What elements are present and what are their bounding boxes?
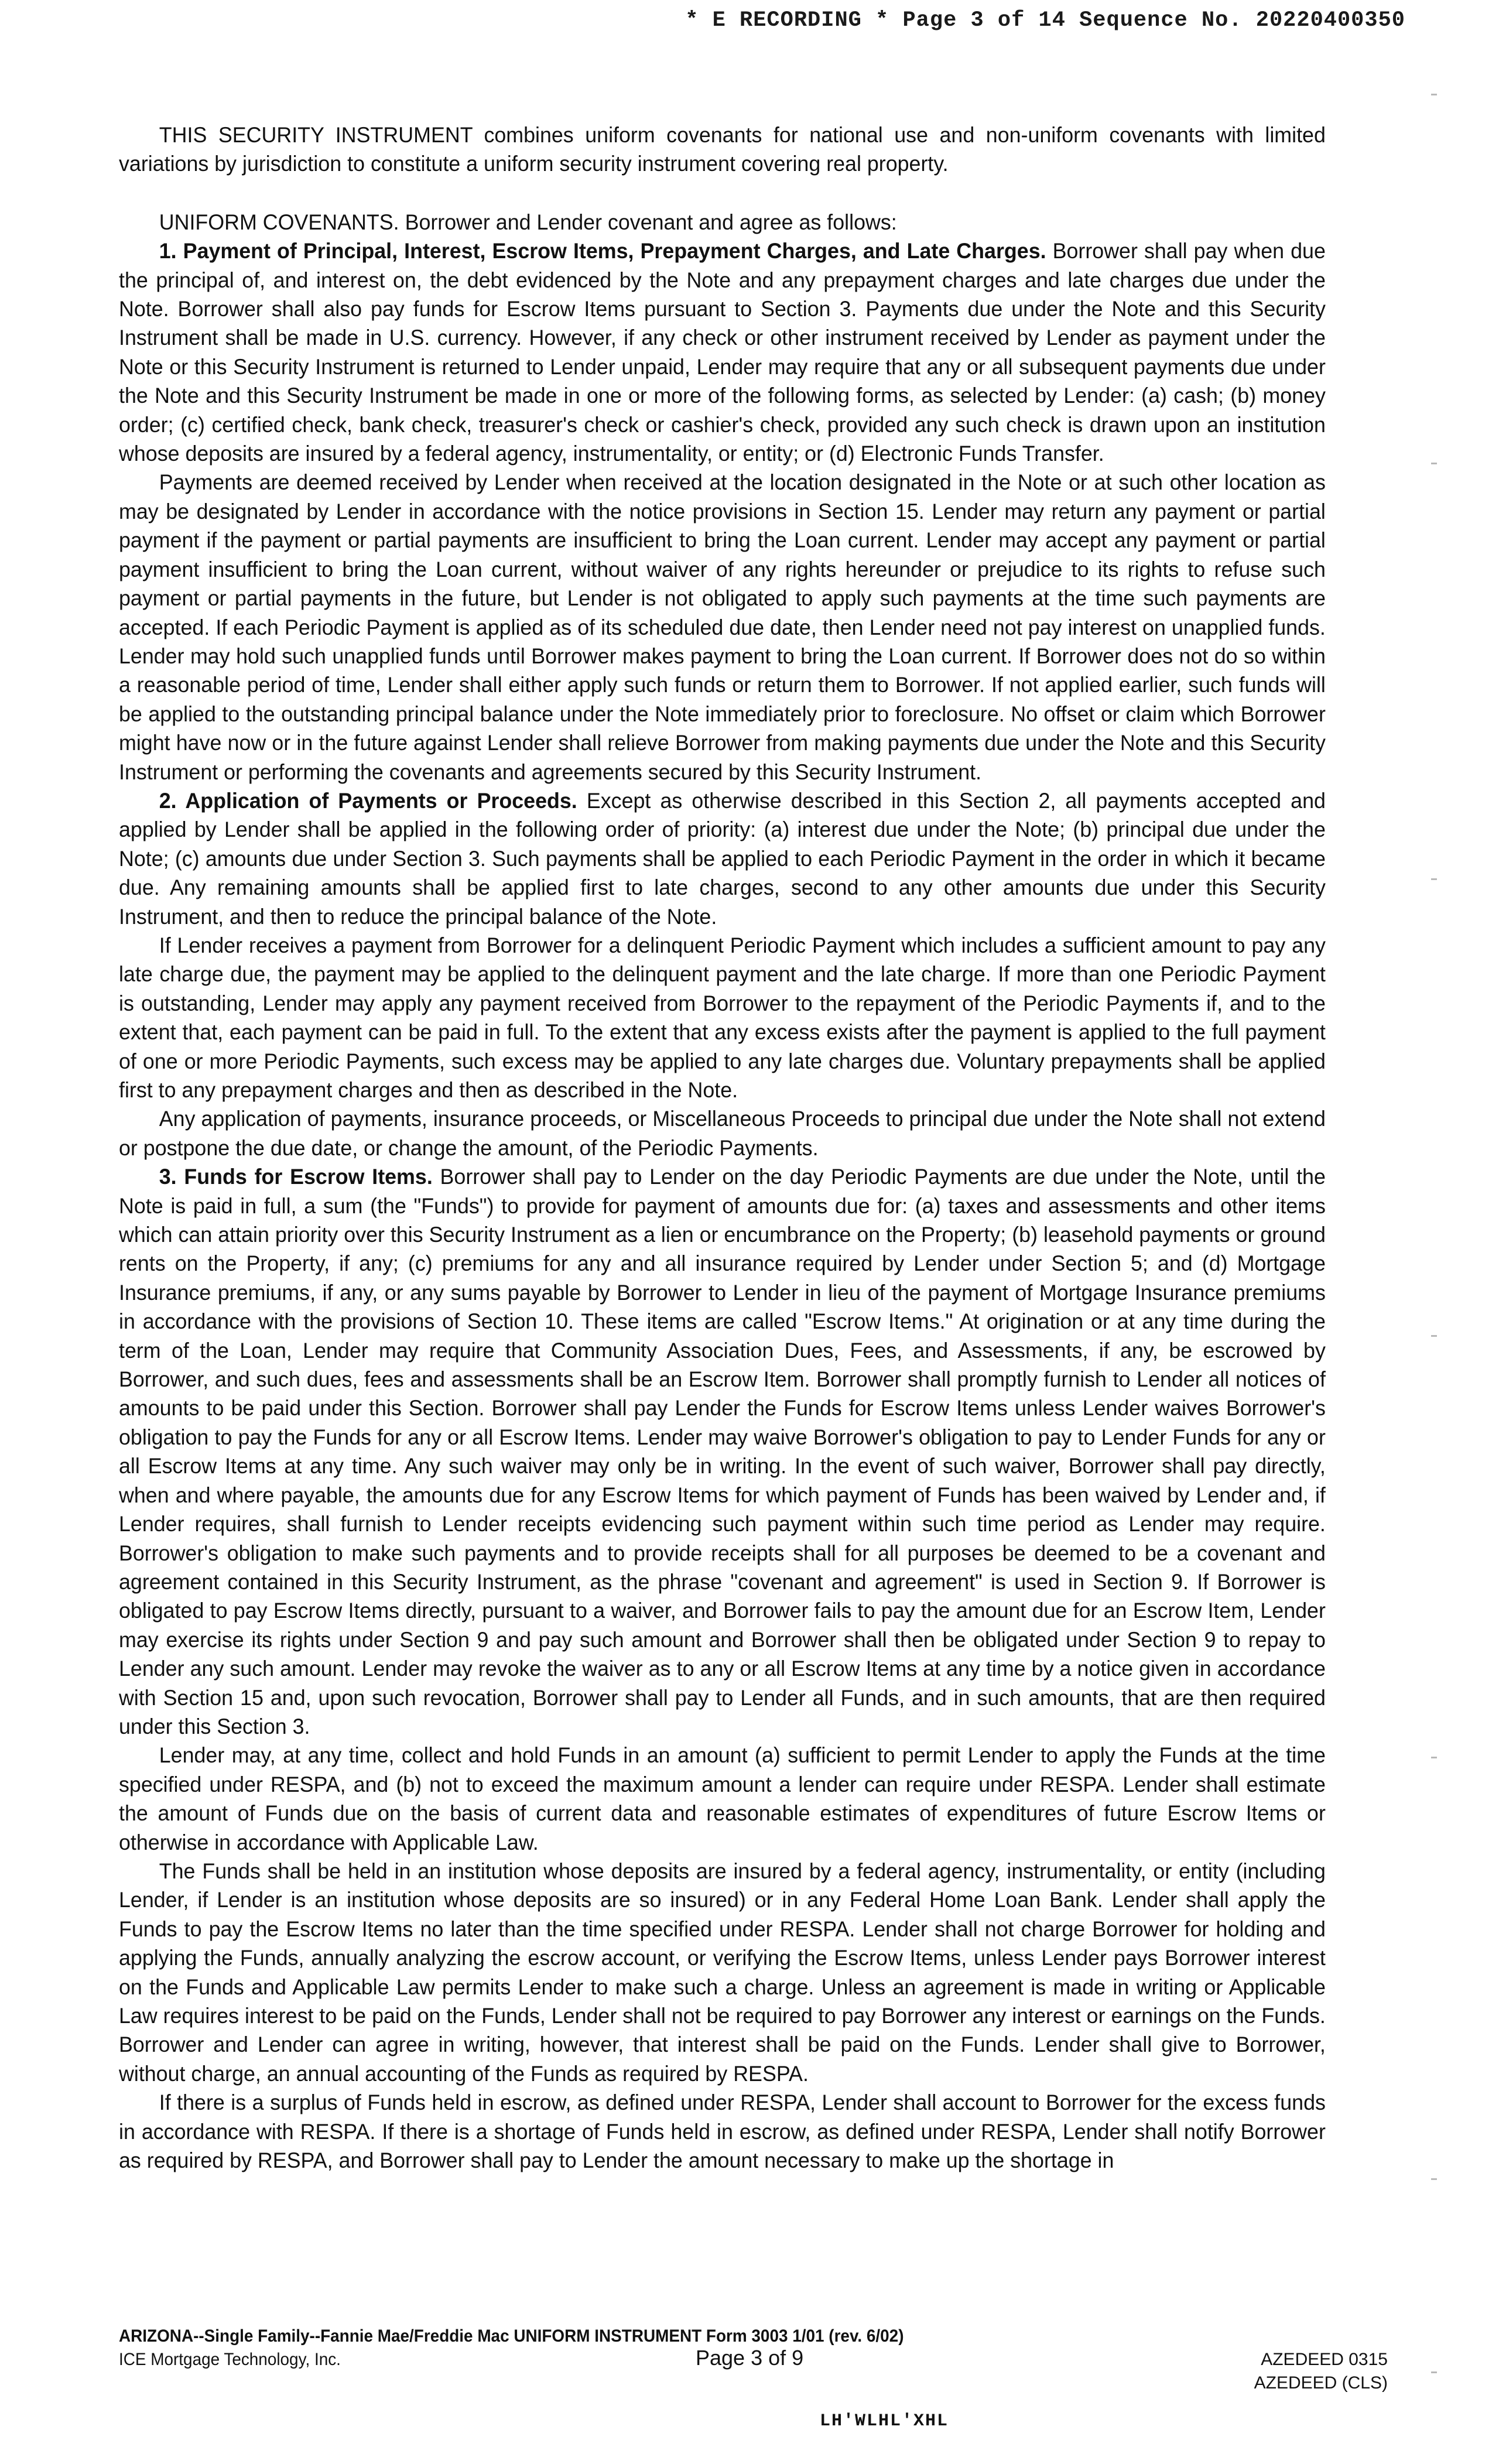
margin-tick-mark <box>1431 1335 1437 1337</box>
barcode-text: LH'WLHL'XHL <box>820 2411 949 2431</box>
section-2-heading: 2. Application of Payments or Proceeds. <box>159 788 577 813</box>
section-1-paragraph <box>119 237 1326 468</box>
section-2-paragraph-2: If Lender receives a payment from Borrower for a delinquent Periodic Payment which includes a sufficient amount to pay any late charge due, the payment may be applied to the delinquent payment and the late charge. If more than one Periodic Payment is outstanding, Lender may apply any payment received from Borrower to the repayment of the Periodic Payments if, and to the extent that, each payment can be paid in full. To the extent that any excess exists after the payment is applied to the full payment of one or more Periodic Payments, such excess may be applied to any late charges due. Voluntary prepayments shall be applied first to any prepayment charges and then as described in the Note. <box>119 932 1326 1102</box>
document-body <box>119 121 1326 2175</box>
section-3-paragraph <box>119 1162 1326 1741</box>
footer-form-line: ARIZONA--Single Family--Fannie Mae/Freddie Mac UNIFORM INSTRUMENT Form 3003 1/01 (rev. 6/02) <box>119 2326 904 2346</box>
footer-form-codes <box>1230 2348 1388 2395</box>
section-1-text: Borrower shall pay when due the principal of, and interest on, the debt evidenced by the Note and any prepayment charges and late charges due under the Note. Borrower shall also pay funds for Escrow Items pursuant to Section 3. Payments due under the Note and this Security Instrument shall be made in U.S. currency. However, if any check or other instrument received by Lender as payment under the Note or this Security Instrument is returned to Lender unpaid, Lender may require that any or all subsequent payments due under the Note and this Security Instrument be made in one or more of the following forms, as selected by Lender: (a) cash; (b) money order; (c) certified check, bank check, treasurer's check or cashier's check, provided any such check is drawn upon an institution whose deposits are insured by a federal agency, instrumentality, or entity; or (d) Electronic Funds Transfer. <box>119 238 1326 466</box>
section-2-text: Except as otherwise described in this Section 2, all payments accepted and applied by Lender shall be applied in the following order of priority: (a) interest due under the Note; (b) principal due under the Note; (c) amounts due under Section 3. Such payments shall be applied to each Periodic Payment in the order in which it became due. Any remaining amounts shall be applied first to late charges, second to any other amounts due under this Security Instrument, and then to reduce the principal balance of the Note. <box>119 788 1326 929</box>
footer-code-1: AZEDEED 0315 <box>1261 2350 1388 2369</box>
section-1-paragraph-2: Payments are deemed received by Lender when received at the location designated in the Note or at such other location as may be designated by Lender in accordance with the notice provisions in Section 15. Lender may return any payment or partial payment if the payment or partial payments are insufficient to bring the Loan current. Lender may accept any payment or partial payment insufficient to bring the Loan current, without waiver of any rights hereunder or prejudice to its rights to refuse such payment or partial payments in the future, but Lender is not obligated to apply such payments at the time such payments are accepted. If each Periodic Payment is applied as of its scheduled due date, then Lender need not pay interest on unapplied funds. Lender may hold such unapplied funds until Borrower makes payment to bring the Loan current. If Borrower does not do so within a reasonable period of time, Lender shall either apply such funds or return them to Borrower. If not applied earlier, such funds will be applied to the outstanding principal balance under the Note immediately prior to foreclosure. No offset or claim which Borrower might have now or in the future against Lender shall relieve Borrower from making payments due under the Note and this Security Instrument or performing the covenants and agreements secured by this Security Instrument. <box>119 470 1326 784</box>
margin-tick-mark <box>1431 2371 1437 2373</box>
section-3-text: Borrower shall pay to Lender on the day Periodic Payments are due under the Note, until the Note is paid in full, a sum (the "Funds") to provide for payment of amounts due for: (a) taxes and assessments and other items which can attain priority over this Security Instrument as a lien or encumbrance on the Property; (b) leasehold payments or ground rents on the Property, if any; (c) premiums for any and all insurance required by Lender under Section 5; and (d) Mortgage Insurance premiums, if any, or any sums payable by Borrower to Lender in lieu of the payment of Mortgage Insurance premiums in accordance with the provisions of Section 10. These items are called "Escrow Items." At origination or at any time during the term of the Loan, Lender may require that Community Association Dues, Fees, and Assessments, if any, be escrowed by Borrower, and such dues, fees and assessments shall be an Escrow Item. Borrower shall promptly furnish to Lender all notices of amounts to be paid under this Section. Borrower shall pay Lender the Funds for Escrow Items unless Lender waives Borrower's obligation to pay the Funds for any or all Escrow Items. Lender may waive Borrower's obligation to pay to Lender Funds for any or all Escrow Items at any time. Any such waiver may only be in writing. In the event of such waiver, Borrower shall pay directly, when and where payable, the amounts due for any Escrow Items for which payment of Funds has been waived by Lender and, if Lender requires, shall furnish to Lender receipts evidencing such payment within such time period as Lender may require. Borrower's obligation to make such payments and to provide receipts shall for all purposes be deemed to be a covenant and agreement contained in this Security Instrument, as the phrase "covenant and agreement" is used in Section 9. If Borrower is obligated to pay Escrow Items directly, pursuant to a waiver, and Borrower fails to pay the amount due for an Escrow Item, Lender may exercise its rights under Section 9 and pay such amount and Borrower shall then be obligated under Section 9 to repay to Lender any such amount. Lender may revoke the waiver as to any or all Escrow Items at any time by a notice given in accordance with Section 15 and, upon such revocation, Borrower shall pay to Lender all Funds, and in such amounts, that are then required under this Section 3. <box>119 1164 1326 1739</box>
section-3-paragraph-3: The Funds shall be held in an institution whose deposits are insured by a federal agency, instrumentality, or entity (including Lender, if Lender is an institution whose deposits are so insured) or in any Federal Home Loan Bank. Lender shall apply the Funds to pay the Escrow Items no later than the time specified under RESPA. Lender shall not charge Borrower for holding and applying the Funds, annually analyzing the escrow account, or verifying the Escrow Items, unless Lender pays Borrower interest on the Funds and Applicable Law permits Lender to make such a charge. Unless an agreement is made in writing or Applicable Law requires interest to be paid on the Funds, Lender shall not be required to pay Borrower any interest or earnings on the Funds. Borrower and Lender can agree in writing, however, that interest shall be paid on the Funds. Lender shall give to Borrower, without charge, an annual accounting of the Funds as required by RESPA. <box>119 1858 1326 2086</box>
section-3-paragraph-4: If there is a surplus of Funds held in escrow, as defined under RESPA, Lender shall account to Borrower for the excess funds in accordance with RESPA. If there is a shortage of Funds held in escrow, as defined under RESPA, Lender shall notify Borrower as required by RESPA, and Borrower shall pay to Lender the amount necessary to make up the shortage in <box>119 2090 1326 2173</box>
margin-tick-mark <box>1431 1757 1437 1758</box>
intro-paragraph: THIS SECURITY INSTRUMENT combines uniform covenants for national use and non-uniform covenants with limited variations by jurisdiction to constitute a uniform security instrument covering real property. <box>119 122 1326 176</box>
section-2-paragraph <box>119 786 1326 931</box>
section-3-heading: 3. Funds for Escrow Items. <box>159 1164 433 1189</box>
uniform-covenants-intro: UNIFORM COVENANTS. Borrower and Lender covenant and agree as follows: <box>159 209 897 234</box>
margin-tick-mark <box>1431 463 1437 464</box>
section-1-heading: 1. Payment of Principal, Interest, Escrow Items, Prepayment Charges, and Late Charges. <box>159 238 1046 263</box>
footer-company: ICE Mortgage Technology, Inc. <box>119 2350 341 2369</box>
margin-tick-mark <box>1431 94 1437 95</box>
footer-code-2: AZEDEED (CLS) <box>1254 2373 1388 2393</box>
footer-page-number: Page 3 of 9 <box>696 2346 804 2370</box>
section-2-paragraph-3: Any application of payments, insurance proceeds, or Miscellaneous Proceeds to principal due under the Note shall not extend or postpone the due date, or change the amount, of the Periodic Payments. <box>119 1106 1326 1160</box>
section-3-paragraph-2: Lender may, at any time, collect and hold Funds in an amount (a) sufficient to permit Lender to apply the Funds at the time specified under RESPA, and (b) not to exceed the maximum amount a lender can require under RESPA. Lender shall estimate the amount of Funds due on the basis of current data and reasonable estimates of expenditures of future Escrow Items or otherwise in accordance with Applicable Law. <box>119 1743 1326 1854</box>
recording-header: * E RECORDING * Page 3 of 14 Sequence No. 20220400350 <box>685 8 1405 33</box>
margin-tick-mark <box>1431 878 1437 880</box>
margin-tick-mark <box>1431 2178 1437 2180</box>
